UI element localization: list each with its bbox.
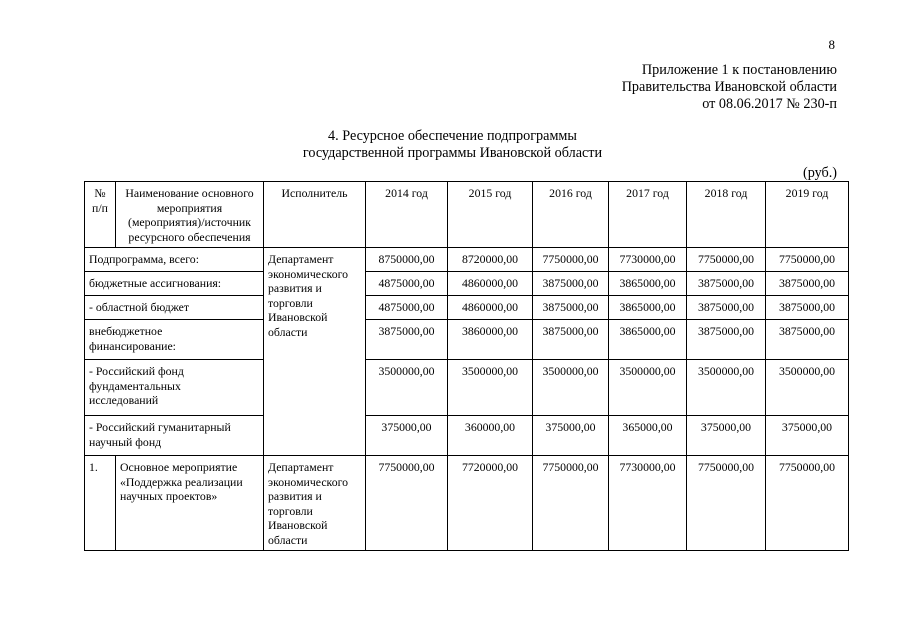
table-row: [85, 296, 849, 320]
appendix-line-1: Приложение 1 к постановлению: [641, 62, 837, 78]
value-cell: 375000,00: [687, 416, 766, 456]
value-cell: 3865000,00: [609, 272, 687, 296]
value-cell: 3865000,00: [609, 320, 687, 360]
value-cell: 7750000,00: [766, 456, 849, 551]
header-name: Наименование основного мероприятия (мероприятия)/источник ресурсного обеспечения: [116, 182, 264, 248]
value-cell: 4875000,00: [366, 272, 448, 296]
header-num: № п/п: [85, 182, 116, 248]
header-year: 2015 год: [448, 182, 533, 248]
activity-number: 1.: [85, 456, 116, 551]
value-cell: 4875000,00: [366, 296, 448, 320]
executor-cell: Департамент экономического развития и торговли Ивановской области: [264, 248, 366, 456]
header-year: 2014 год: [366, 182, 448, 248]
row-label: Подпрограмма, всего:: [85, 248, 264, 272]
value-cell: 3875000,00: [687, 296, 766, 320]
header-year: 2018 год: [687, 182, 766, 248]
value-cell: 3875000,00: [687, 272, 766, 296]
value-cell: 3875000,00: [533, 296, 609, 320]
activity-name: Основное мероприятие «Поддержка реализации научных проектов»: [116, 456, 264, 551]
value-cell: 3860000,00: [448, 320, 533, 360]
value-cell: 7750000,00: [766, 248, 849, 272]
value-cell: 3875000,00: [687, 320, 766, 360]
value-cell: 360000,00: [448, 416, 533, 456]
value-cell: 375000,00: [766, 416, 849, 456]
value-cell: 3875000,00: [766, 272, 849, 296]
table-row: [85, 416, 849, 456]
value-cell: 7750000,00: [687, 248, 766, 272]
value-cell: 3500000,00: [448, 360, 533, 416]
value-cell: 3500000,00: [533, 360, 609, 416]
value-cell: 4860000,00: [448, 296, 533, 320]
value-cell: 3875000,00: [366, 320, 448, 360]
page-number: 8: [828, 37, 835, 52]
header-year: 2019 год: [766, 182, 849, 248]
value-cell: 3500000,00: [766, 360, 849, 416]
value-cell: 8720000,00: [448, 248, 533, 272]
row-label: бюджетные ассигнования:: [85, 272, 264, 296]
appendix-line-2: Правительства Ивановской области: [621, 79, 837, 95]
heading-line-1: 4. Ресурсное обеспечение подпрограммы: [328, 128, 577, 144]
appendix-note: [622, 62, 837, 113]
header-executor: Исполнитель: [264, 182, 366, 248]
table-row: [85, 248, 849, 272]
value-cell: 3875000,00: [533, 272, 609, 296]
value-cell: 3500000,00: [366, 360, 448, 416]
value-cell: 3875000,00: [533, 320, 609, 360]
table-header-row: [85, 182, 849, 248]
value-cell: 3500000,00: [609, 360, 687, 416]
header-year: 2017 год: [609, 182, 687, 248]
value-cell: 3875000,00: [766, 320, 849, 360]
value-cell: 3865000,00: [609, 296, 687, 320]
activity-executor: Департамент экономического развития и торговли Ивановской области: [264, 456, 366, 551]
value-cell: 8750000,00: [366, 248, 448, 272]
value-cell: 7750000,00: [687, 456, 766, 551]
value-cell: 375000,00: [533, 416, 609, 456]
value-cell: 3500000,00: [687, 360, 766, 416]
table-row: [85, 320, 849, 360]
value-cell: 7750000,00: [533, 248, 609, 272]
resource-table: [84, 181, 849, 551]
table-row: [85, 272, 849, 296]
header-year: 2016 год: [533, 182, 609, 248]
value-cell: 375000,00: [366, 416, 448, 456]
heading-line-2: государственной программы Ивановской области: [302, 145, 603, 161]
row-label: внебюджетное финансирование:: [85, 320, 264, 360]
row-label: - областной бюджет: [85, 296, 264, 320]
row-label: - Российский фонд фундаментальных исследований: [85, 360, 264, 416]
value-cell: 3875000,00: [766, 296, 849, 320]
row-label: - Российский гуманитарный научный фонд: [85, 416, 264, 456]
value-cell: 7730000,00: [609, 456, 687, 551]
value-cell: 365000,00: [609, 416, 687, 456]
value-cell: 4860000,00: [448, 272, 533, 296]
units-label: (руб.): [802, 165, 837, 181]
value-cell: 7750000,00: [533, 456, 609, 551]
value-cell: 7730000,00: [609, 248, 687, 272]
appendix-line-3: от 08.06.2017 № 230-п: [702, 96, 837, 112]
value-cell: 7720000,00: [448, 456, 533, 551]
table-row: [85, 360, 849, 416]
table-row: [85, 456, 849, 551]
section-heading: [0, 128, 905, 162]
value-cell: 7750000,00: [366, 456, 448, 551]
